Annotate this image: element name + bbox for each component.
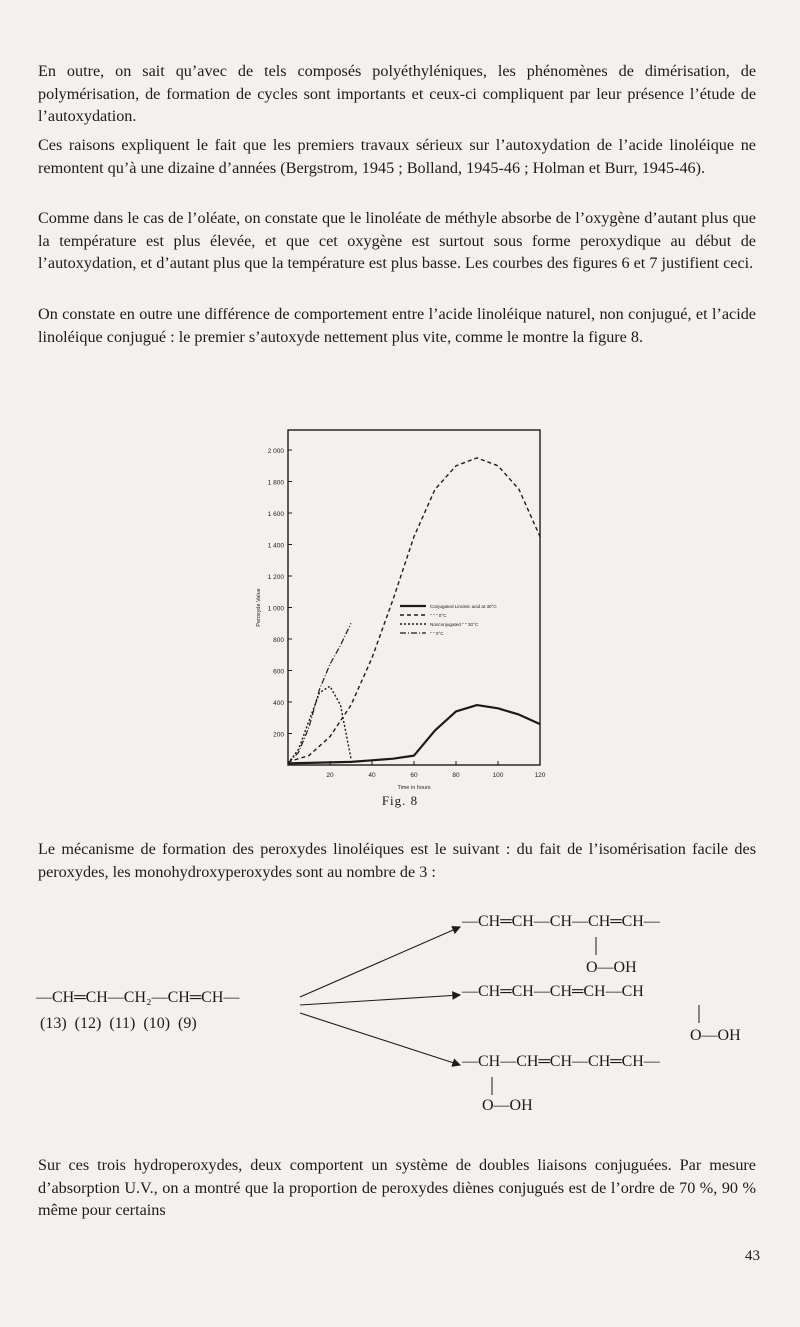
y-axis-label: Peroxyde Value — [256, 588, 262, 627]
arrow-to-product-1 — [300, 927, 460, 997]
x-tick-label: 20 — [326, 772, 334, 779]
y-tick-label: 1 600 — [267, 511, 284, 518]
arrow-to-product-3 — [300, 1013, 460, 1065]
chart-svg — [248, 420, 548, 800]
y-tick-label: 200 — [273, 731, 284, 739]
product-1-formula: —CH═CH—CH—CH═CH— — [462, 913, 660, 930]
legend-label-1: Conjugated Linoleic acid at 30°C — [430, 604, 497, 609]
paragraph-raisons: Ces raisons expliquent le fait que les premiers travaux sérieux sur l’autoxydation de l’acide linoléique ne remontent qu’à une dizaine d’années (Bergstrom, 1945 ; Bolland, 1945-46 ; Holman et Burr, 1945-46). — [38, 136, 756, 177]
y-tick-label: 400 — [273, 700, 284, 707]
product-3-formula: —CH—CH═CH—CH═CH— — [462, 1053, 660, 1070]
arrow-to-product-2 — [300, 995, 460, 1005]
y-tick-label: 800 — [273, 637, 284, 644]
x-tick-label: 40 — [368, 772, 376, 779]
series-line-2 — [288, 458, 540, 762]
figure-8-chart — [248, 420, 548, 800]
y-tick-label: 2 000 — [267, 448, 284, 455]
legend-label-2: " " " 0°C — [430, 613, 447, 618]
paragraph-oleate: Comme dans le cas de l’oléate, on constate que le linoléate de méthyle absorbe de l’oxygène d’autant plus que la température est plus élevée, et que cet oxygène est surtout sous forme peroxydique au début de l’autoxydation, et d’autant plus que la température est plus basse. Les courbes des figures 6 et 7 justifient ceci. — [38, 209, 756, 272]
reactant-formula: —CH═CH—CH₂—CH═CH— — [36, 989, 240, 1006]
carbon-positions: (13) (12) (11) (10) (9) — [40, 1015, 197, 1032]
paragraph-mecanisme: Le mécanisme de formation des peroxydes linoléiques est le suivant : du fait de l’isomérisation facile des peroxydes, les monohydroxyperoxydes sont au nombre de 3 : — [38, 840, 756, 881]
series-line-1 — [288, 705, 540, 763]
x-tick-label: 60 — [410, 772, 418, 779]
figure-caption: Fig. 8 — [381, 793, 419, 808]
product-3-hydroperoxy: O—OH — [482, 1097, 533, 1114]
y-tick-label: 1 200 — [267, 574, 284, 581]
y-tick-label: 600 — [273, 668, 284, 676]
series-line-3 — [288, 686, 351, 763]
reaction-scheme — [30, 905, 770, 1135]
product-1-hydroperoxy: O—OH — [586, 959, 637, 976]
plot-frame — [288, 430, 540, 765]
legend-label-4: " " 0°C — [430, 631, 444, 636]
y-tick-label: 1 000 — [267, 605, 284, 613]
y-tick-label: 1 400 — [267, 542, 284, 550]
page-number: 43 — [745, 1248, 760, 1264]
paragraph-hydroperoxydes: Sur ces trois hydroperoxydes, deux comportent un système de doubles liaisons conjuguées. Par mesure d’absorption U.V., on a montré que la proportion de peroxydes diènes conjugués est de l’ordre de 70 %, 90 % même pour certains — [38, 1156, 756, 1219]
x-tick-label: 80 — [452, 772, 460, 779]
product-2-formula: —CH═CH—CH═CH—CH — [462, 983, 644, 1000]
x-axis-label: Time in hours — [397, 785, 431, 791]
x-tick-label: 120 — [534, 772, 546, 779]
paragraph-conjugue: On constate en outre une différence de comportement entre l’acide linoléique naturel, non conjugué, et l’acide linoléique conjugué : le premier s’autoxyde nettement plus vite, comme le montre la figure 8. — [38, 305, 756, 346]
x-tick-label: 100 — [492, 772, 504, 779]
paragraph-dimerisation: En outre, on sait qu’avec de tels composés polyéthyléniques, les phénomènes de dimérisation, de polymérisation, de formation de cycles sont importants et ceux-ci compliquent par leur présence l’étude de l’autoxydation. — [38, 62, 756, 125]
y-tick-label: 1 800 — [267, 479, 284, 487]
product-2-hydroperoxy: O—OH — [690, 1027, 741, 1044]
legend-label-3: Nonconjugated " " 30°C — [430, 622, 479, 627]
